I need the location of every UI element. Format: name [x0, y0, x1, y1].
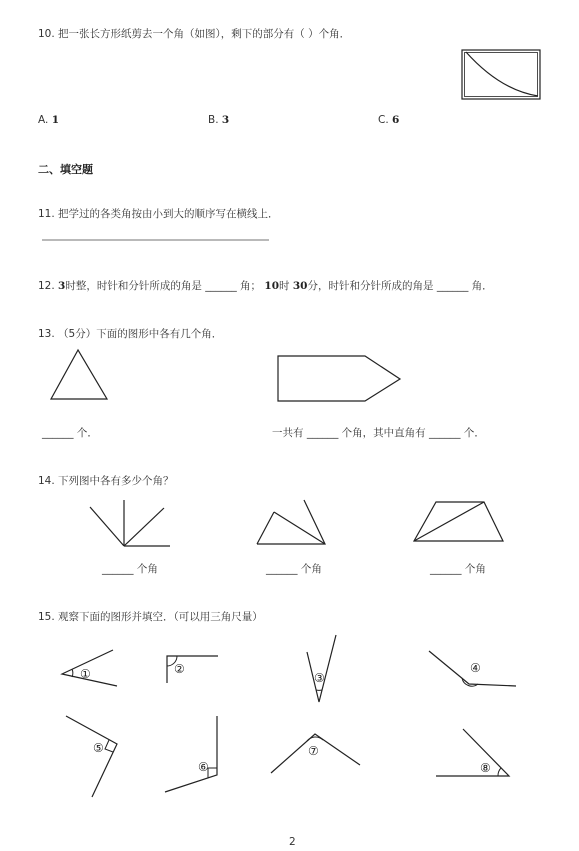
q14-blank-1: ______ 个角	[102, 563, 158, 575]
page-number: 2	[289, 836, 296, 848]
q14-text: 14. 下列图中各有多少个角？	[38, 475, 174, 487]
q12-hour-1: 3	[58, 280, 66, 292]
q15-angle-5	[66, 716, 117, 797]
q13-text: 13. （5分）下面的图形中各有几个角．	[38, 328, 223, 340]
q10-option-c-value: 6	[392, 114, 400, 126]
q14-triangle-figure	[257, 500, 325, 544]
q15-label-4: ④	[470, 661, 481, 675]
q10-option-c-letter: C.	[378, 114, 389, 126]
q10-option-b-value: 3	[221, 114, 230, 126]
q13-blank-1: ______ 个．	[42, 427, 98, 439]
q12-pre: 12.	[38, 280, 59, 292]
q15-label-5: ⑤	[93, 741, 104, 755]
q14-blank-2: ______ 个角	[266, 563, 322, 575]
q15-text: 15. 观察下面的图形并填空．（可以用三角尺量）	[38, 611, 263, 623]
q10-option-b-letter: B.	[208, 114, 219, 126]
q12-hour-2: 10	[264, 280, 280, 292]
q12-mid-2: 时	[279, 280, 290, 292]
q15-label-7: ⑦	[308, 744, 319, 758]
q10-option-a-value: 1	[51, 114, 59, 126]
q14-rays-figure	[90, 500, 170, 546]
q15-label-1: ①	[80, 667, 91, 681]
q15-label-6: ⑥	[198, 760, 209, 774]
q14-blank-3: ______ 个角	[430, 563, 486, 575]
q13-blank-2: 一共有 ______ 个角，其中直角有 ______ 个．	[272, 427, 485, 439]
q12-minute-2: 30	[292, 280, 308, 292]
q15-label-2: ②	[174, 662, 185, 676]
section-heading: 二、填空题	[38, 163, 93, 176]
q15-angle-8	[436, 729, 509, 776]
q15-angle-6	[165, 716, 217, 792]
q13-pentagon-figure	[278, 356, 400, 401]
q14-trapezoid-figure	[414, 502, 503, 541]
q12-mid-1: 时整，时针和分针所成的角是 ______ 角；	[65, 280, 262, 292]
q15-label-8: ⑧	[480, 761, 491, 775]
q13-triangle-figure	[51, 350, 107, 399]
q11-text: 11. 把学过的各类角按由小到大的顺序写在横线上．	[38, 208, 279, 220]
q10-text: 10. 把一张长方形纸剪去一个角（如图），剩下的部分有（ ）个角．	[38, 28, 351, 40]
q12-post: 分，时针和分针所成的角是 ______ 角．	[307, 280, 493, 292]
q10-option-a-letter: A.	[38, 114, 49, 126]
q15-angle-3	[307, 635, 336, 702]
q15-label-3: ③	[314, 671, 325, 685]
q10-cut-rectangle-figure	[462, 50, 540, 99]
